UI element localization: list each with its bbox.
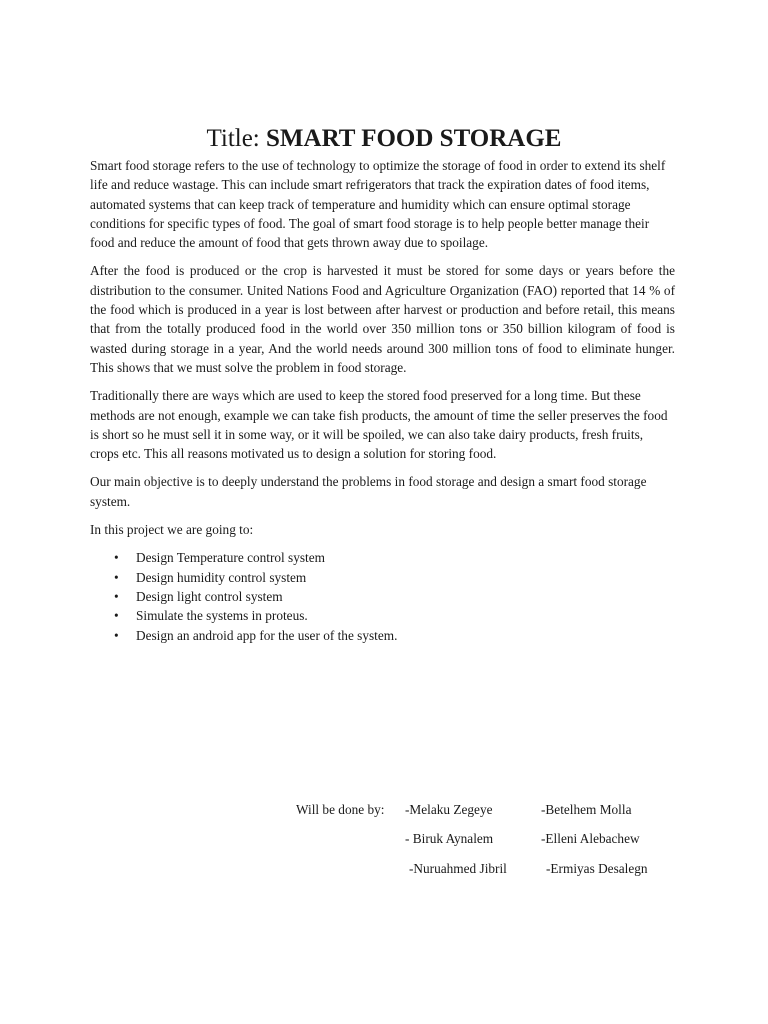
title-prefix: Title: [206,125,267,152]
list-item [114,587,675,606]
task-text: Design humidity control system [136,569,307,585]
paragraph-intro: Smart food storage refers to the use of technology to optimize the storage of food in order to extend its shelf life and reduce wastage. This can include smart refrigerators that track the expiration dates of food items, automated systems that can keep track of temperature and humidity which can ensure optimal storage conditions for specific types of food. The goal of smart food storage is to help people better manage their food and reduce the amount of food that gets thrown away due to spoilage. [90,158,666,251]
bullet-glyph: • [114,550,119,566]
task-text: Design Temperature control system [136,550,325,566]
list-item [114,626,675,645]
paragraph-problem: After the food is produced or the crop is harvested it must be stored for some days or years before the distribution to the consumer. United Nations Food and Agriculture Organization (FAO) reported that 14 % of the food which is produced in a year is lost between after harvest or production and before retail, this means that from the totally produced food in the world over 350 million tons or 350 billion kilogram of food is wasted during storage in a year, And the world needs around 300 million tons of food to eliminate hunger. This shows that we must solve the problem in food storage. [90,263,675,375]
list-item [114,548,675,567]
member-name: -Betelhem Molla [541,802,632,817]
task-text: Design light control system [136,588,283,604]
list-item [114,568,675,587]
page-title [0,124,768,154]
paragraph-objective: Our main objective is to deeply understand the problems in food storage and design a smart food storage system. [90,474,647,509]
task-text: Simulate the systems in proteus. [136,608,308,624]
task-list [90,548,675,644]
document-body [90,156,675,645]
paragraph-motivation: Traditionally there are ways which are used to keep the stored food preserved for a long time. But these methods are not enough, example we can take fish products, the amount of time the seller preserves the food is short so he must sell it in some way, or it will be spoiled, we can also take dairy products, fresh fruits, crops etc. This all reasons motivated us to design a solution for storing food. [90,388,668,462]
member-name: -Ermiyas Desalegn [546,861,648,876]
task-text: Design an android app for the user of the system. [136,627,398,643]
member-name: -Nuruahmed Jibril [409,861,507,876]
paragraph-tasks-intro: In this project we are going to: [90,522,254,538]
bullet-glyph: • [114,588,119,604]
bullet-glyph: • [114,627,119,643]
bullet-glyph: • [114,569,119,585]
title-main: SMART FOOD STORAGE [266,125,562,152]
list-item [114,606,675,625]
member-name: -Elleni Alebachew [541,831,640,846]
credits-label: Will be done by: [296,802,385,817]
member-name: -Melaku Zegeye [405,802,493,817]
member-name: - Biruk Aynalem [405,831,494,846]
bullet-glyph: • [114,608,119,624]
